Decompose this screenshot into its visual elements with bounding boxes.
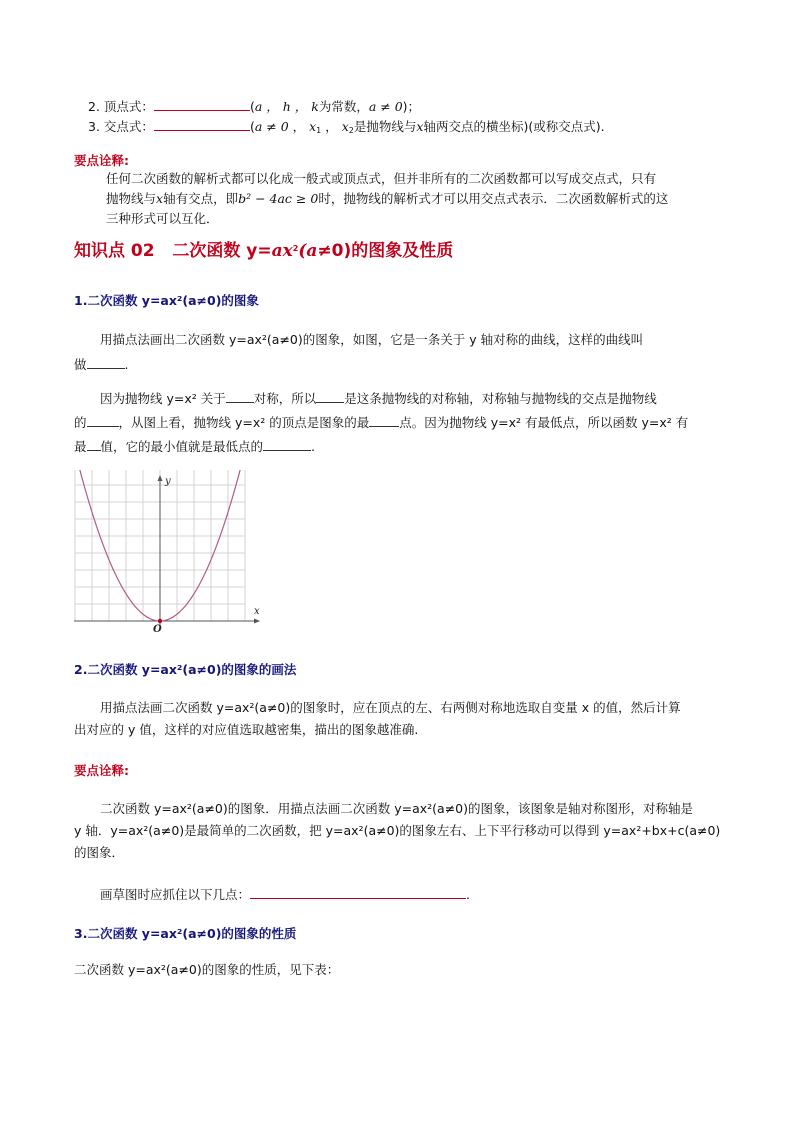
section-02-title-pre: 二次函数 y= [172, 241, 272, 261]
symmetry-blank[interactable] [226, 389, 254, 403]
sub1-p2-line3-b: 值，它的最小值就是最低点的 [100, 439, 264, 454]
y-axis-arrow-icon [158, 475, 163, 481]
vertex-form-condition: a ≠ 0 [368, 99, 403, 114]
sub1-p2-line2-b: ，从图上看，抛物线 y=x² 的顶点是图象的最 [118, 415, 370, 430]
sub1-title: 1.二次函数 y=ax²(a≠0)的图象 [74, 293, 259, 308]
sub2-title: 2.二次函数 y=ax²(a≠0)的图象的画法 [74, 662, 297, 677]
sub1-p2-line2 [74, 413, 688, 431]
intersect-form-line [88, 117, 605, 135]
parabola-graph [70, 470, 270, 635]
intersect-form-note-open: ( [249, 119, 255, 134]
axis-blank[interactable] [316, 389, 344, 403]
vertex-form-blank[interactable] [154, 97, 250, 111]
sub1-p2-line2-c: 点。因为抛物线 y=x² 有最低点，所以函数 y=x² 有 [399, 415, 689, 430]
key-note-2-line3: 的图象． [74, 845, 125, 860]
intersect-form-note-mid: 是抛物线与 [353, 119, 417, 134]
sub1-p2-line1-a: 因为抛物线 y=x² 关于 [100, 391, 226, 406]
key-note-2-line2: y 轴．y=ax²(a≠0)是最简单的二次函数，把 y=ax²(a≠0)的图象左右、上下平行移动可以得到 y=ax²+bx+c(a≠0) [74, 823, 721, 838]
intersect-form-x2: x [341, 119, 349, 134]
intersect-form-x2-sub: 2 [348, 126, 354, 135]
sub3-title: 3.二次函数 y=ax²(a≠0)的图象的性质 [74, 926, 297, 941]
section-02-title-a: (a [298, 241, 318, 261]
sketch-line-pre: 画草图时应抓住以下几点： [100, 887, 251, 902]
key-note-1-line2-mid: 轴有交点，即 [163, 191, 239, 206]
intersect-form-note-end: 轴两交点的横坐标)(或称交点式). [423, 119, 605, 134]
vertex-form-vars: a ， h ， k [254, 99, 319, 114]
key-note-1-line2-x: x [156, 191, 164, 206]
intersect-form-xaxis: x [416, 119, 424, 134]
discriminant-formula: b² − 4ac ≥ 0 [238, 191, 319, 206]
intersect-form-sep: ， [288, 119, 310, 134]
vertex-blank[interactable] [87, 413, 119, 427]
vertex-form-note-open: ( [249, 99, 255, 114]
intersect-form-blank[interactable] [154, 117, 250, 131]
min-blank[interactable] [87, 437, 101, 451]
intersect-form-number: 3. [88, 119, 100, 134]
sketch-points-blank[interactable] [250, 885, 466, 899]
ordinate-blank[interactable] [263, 437, 311, 451]
sketch-line-post: . [466, 887, 470, 902]
origin-label: O [153, 624, 162, 635]
key-note-1-line1: 任何二次函数的解析式都可以化成一般式或顶点式，但并非所有的二次函数都可以写成交点式，只有 [106, 171, 657, 186]
sketch-line [100, 885, 470, 903]
section-02-title-ax: ax [271, 241, 293, 261]
sub3-line1: 二次函数 y=ax²(a≠0)的图象的性质，见下表： [74, 962, 340, 977]
section-02-title-post: ≠0)的图象及性质 [317, 241, 454, 261]
sub1-p2-line1-b: 对称，所以 [253, 391, 317, 406]
key-note-1-line2-post: 时，抛物线的解析式才可以用交点式表示．二次函数解析式的这 [318, 191, 669, 206]
sub1-p2-line2-a: 的 [74, 415, 87, 430]
lowest-blank[interactable] [369, 413, 399, 427]
section-02-heading [74, 236, 453, 261]
vertex-form-note-mid: 为常数， [318, 99, 369, 114]
key-note-1-line2 [106, 191, 668, 207]
vertex-point [158, 619, 162, 623]
intersect-form-label: 交点式： [103, 119, 154, 134]
vertex-form-label: 顶点式： [103, 99, 154, 114]
sub1-p1-line2 [74, 355, 129, 373]
y-axis-label: y [165, 476, 171, 487]
key-note-1-line3: 三种形式可以互化． [106, 211, 219, 226]
sub1-p2-line3 [74, 437, 315, 455]
sub1-p2-line1 [100, 389, 657, 407]
vertex-form-line [88, 97, 420, 115]
intersect-form-condition: a ≠ 0 [254, 119, 289, 134]
sub1-p1-line2-pre: 做 [74, 357, 87, 372]
key-note-2-line1: 二次函数 y=ax²(a≠0)的图象．用描点法画二次函数 y=ax²(a≠0)的图象，该图象是轴对称图形，对称轴是 [100, 801, 694, 816]
sub1-p1-line2-post: . [124, 357, 129, 372]
intersect-form-sep-2: ， [321, 119, 342, 134]
sub1-p2-line3-a: 最 [74, 439, 87, 454]
sub2-line2: 出对应的 y 值，这样的对应值选取越密集，描出的图象越准确. [74, 722, 419, 737]
key-note-1-title: 要点诠释: [74, 153, 129, 168]
section-02-title-exp: 2 [292, 244, 299, 253]
sub1-p2-line1-c: 是这条抛物线的对称轴，对称轴与抛物线的交点是抛物线 [344, 391, 657, 406]
x-axis-label: x [254, 606, 260, 617]
intersect-form-x1-sub: 1 [316, 126, 322, 135]
vertex-form-number: 2. [88, 99, 100, 114]
x-axis-arrow-icon [254, 619, 260, 624]
vertex-form-note-end: )； [402, 99, 421, 114]
key-note-2-title: 要点诠释: [74, 763, 129, 778]
sub2-line1: 用描点法画二次函数 y=ax²(a≠0)的图象时，应在顶点的左、右两侧对称地选取自变量 x 的值，然后计算 [100, 700, 681, 715]
key-note-1-line2-pre: 抛物线与 [106, 191, 157, 206]
sub1-p2-line3-c: . [311, 439, 316, 454]
curve-name-blank[interactable] [87, 355, 125, 369]
section-02-label: 知识点 02 [74, 241, 155, 261]
sub1-p1-line1: 用描点法画出二次函数 y=ax²(a≠0)的图象，如图，它是一条关于 y 轴对称的曲线，这样的曲线叫 [100, 332, 644, 347]
intersect-form-x1: x [309, 119, 317, 134]
